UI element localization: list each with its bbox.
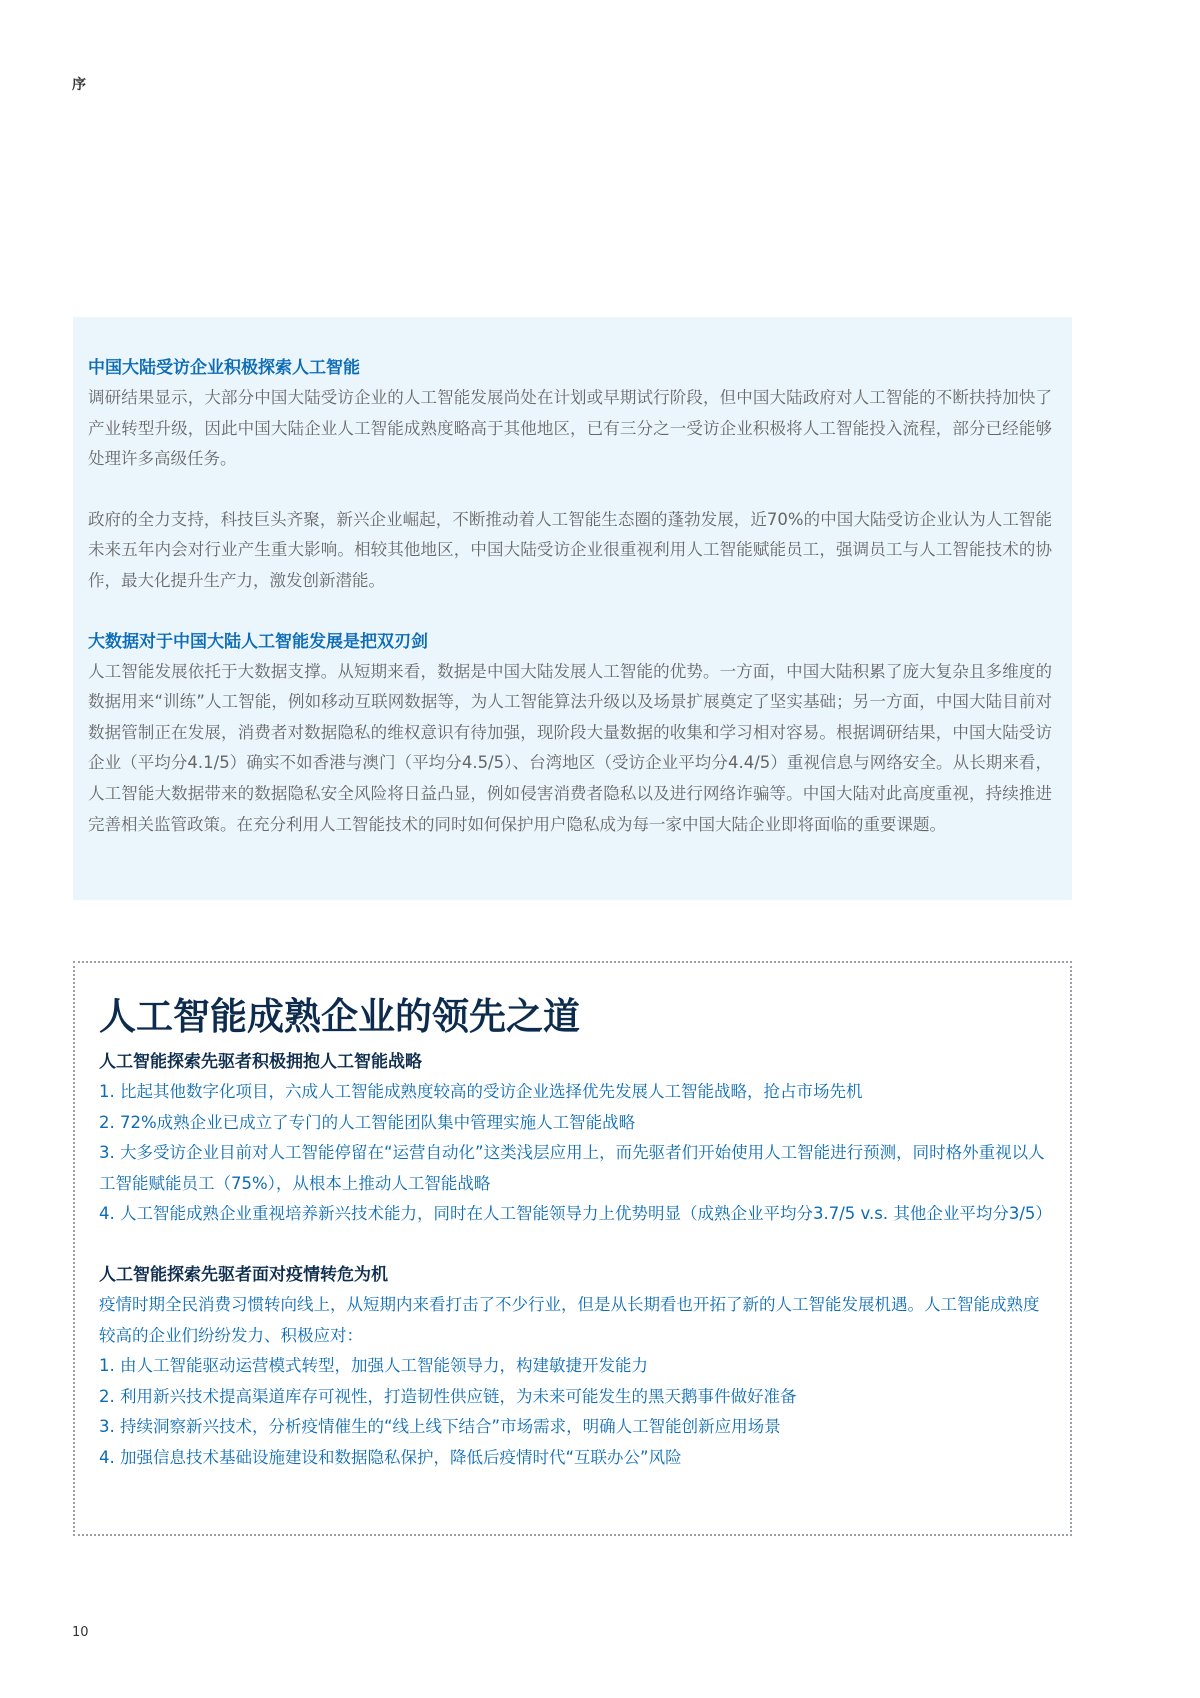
feature-section-1-heading: 人工智能探索先驱者积极拥抱人工智能战略 bbox=[99, 1052, 422, 1072]
feature-section-2-heading: 人工智能探索先驱者面对疫情转危为机 bbox=[99, 1264, 388, 1285]
highlight-paragraph-3: 人工智能发展依托于大数据支撑。从短期来看，数据是中国大陆发展人工智能的优势。一方面，中国大陆积累了庞大复杂且多维度的数据用来“训练”人工智能，例如移动互联网数据等，为人工智能算法升级以及场景扩展奠定了坚实基础；另一方面，中国大陆目前对数据管制正在发展，消费者对数据隐私的维权意识有待加强，现阶段大量数据的收集和学习相对容易。根据调研结果，中国大陆受访企业（平均分4.1/5）确实不如香港与澳门（平均分4.5/5）、台湾地区（受访企业平均分4.4/5）重视信息与网络安全。从长期来看，人工智能大数据带来的数据隐私安全风险将日益凸显，例如侵害消费者隐私以及进行网络诈骗等。中国大陆对此高度重视，持续推进完善相关监管政策。在充分利用人工智能技术的同时如何保护用户隐私成为每一家中国大陆企业即将面临的重要课题。 bbox=[88, 661, 1052, 834]
list-item: 1. 由人工智能驱动运营模式转型，加强人工智能领导力，构建敏捷开发能力 bbox=[99, 1356, 648, 1376]
highlight-heading-2: 大数据对于中国大陆人工智能发展是把双刃剑 bbox=[88, 631, 428, 652]
highlight-box bbox=[73, 317, 1072, 900]
list-item: 3. 大多受访企业目前对人工智能停留在“运营自动化”这类浅层应用上，而先驱者们开始使用人工智能进行预测，同时格外重视以人工智能赋能员工（75%），从根本上推动人工智能战略 bbox=[99, 1143, 1045, 1193]
list-item: 2. 72%成熟企业已成立了专门的人工智能团队集中管理实施人工智能战略 bbox=[99, 1112, 636, 1132]
section-label: 序 bbox=[72, 77, 86, 93]
page-number: 10 bbox=[72, 1625, 89, 1640]
list-item: 3. 持续洞察新兴技术，分析疫情催生的“线上线下结合”市场需求，明确人工智能创新应用场景 bbox=[99, 1417, 781, 1437]
list-item: 2. 利用新兴技术提高渠道库存可视性，打造韧性供应链，为未来可能发生的黑天鹅事件做好准备 bbox=[99, 1386, 797, 1406]
feature-section-2-intro: 疫情时期全民消费习惯转向线上，从短期内来看打击了不少行业，但是从长期看也开拓了新的人工智能发展机遇。人工智能成熟度较高的企业们纷纷发力、积极应对： bbox=[99, 1294, 1040, 1345]
highlight-paragraph-2: 政府的全力支持，科技巨头齐聚，新兴企业崛起，不断推动着人工智能生态圈的蓬勃发展，近70%的中国大陆受访企业认为人工智能未来五年内会对行业产生重大影响。相较其他地区，中国大陆受访企业很重视利用人工智能赋能员工，强调员工与人工智能技术的协作，最大化提升生产力，激发创新潜能。 bbox=[88, 509, 1052, 590]
highlight-paragraph-1: 调研结果显示，大部分中国大陆受访企业的人工智能发展尚处在计划或早期试行阶段，但中国大陆政府对人工智能的不断扶持加快了产业转型升级，因此中国大陆企业人工智能成熟度略高于其他地区，已有三分之一受访企业积极将人工智能投入流程，部分已经能够处理许多高级任务。 bbox=[88, 388, 1052, 469]
list-item: 4. 人工智能成熟企业重视培养新兴技术能力，同时在人工智能领导力上优势明显（成熟企业平均分3.7/5 v.s. 其他企业平均分3/5） bbox=[99, 1204, 1052, 1224]
list-item: 1. 比起其他数字化项目，六成人工智能成熟度较高的受访企业选择优先发展人工智能战略，抢占市场先机 bbox=[99, 1082, 863, 1101]
feature-box bbox=[73, 961, 1072, 1536]
feature-title: 人工智能成熟企业的领先之道 bbox=[99, 995, 580, 1038]
list-item: 4. 加强信息技术基础设施建设和数据隐私保护，降低后疫情时代“互联办公”风险 bbox=[99, 1447, 682, 1467]
highlight-heading-1: 中国大陆受访企业积极探索人工智能 bbox=[88, 358, 360, 378]
